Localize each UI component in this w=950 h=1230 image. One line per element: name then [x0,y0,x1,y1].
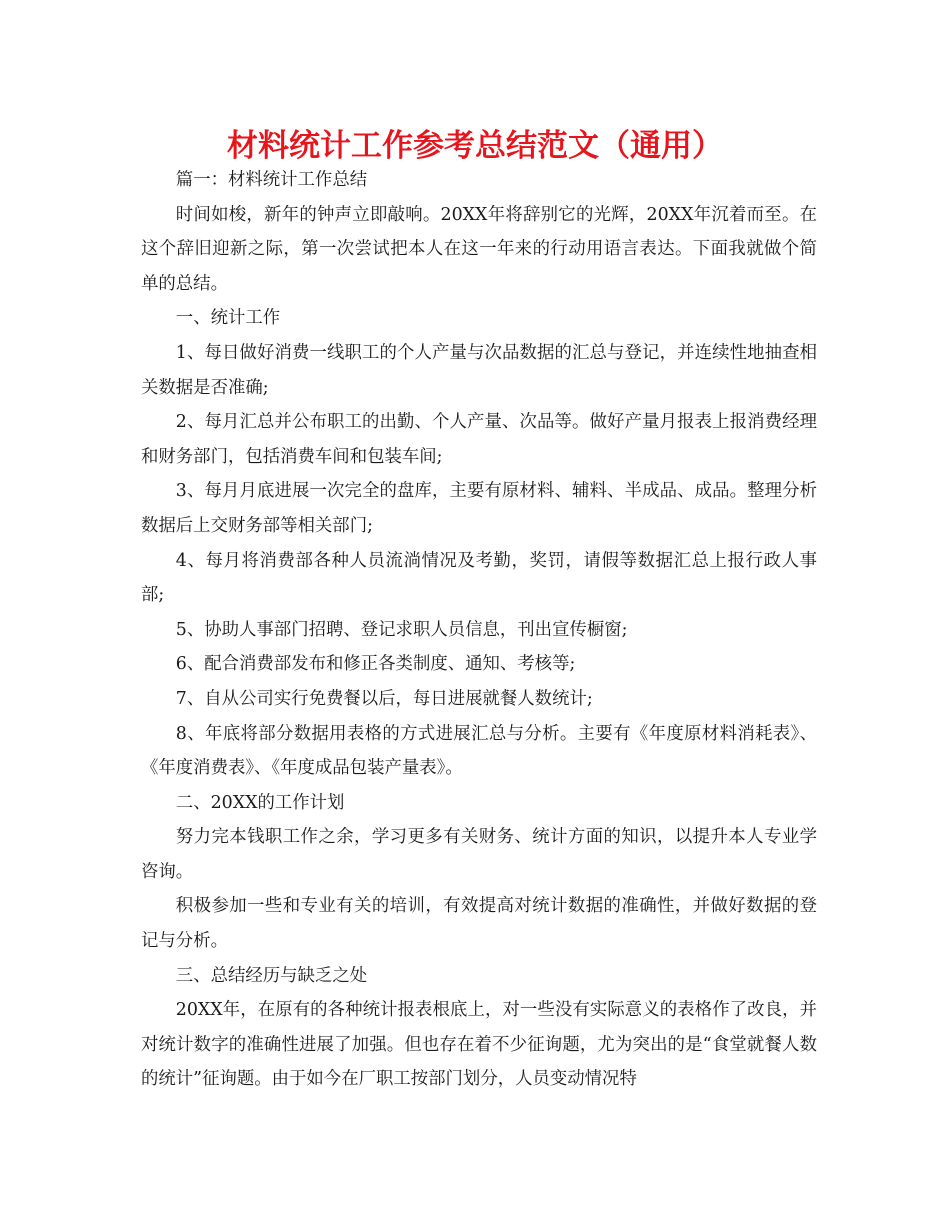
document-body [141,163,817,1097]
summary-paragraph: 20XX年，在原有的各种统计报表根底上，对一些没有实际意义的表格作了改良，并对统计数字的准确性进展了加强。但也存在着不少征询题，尤为突出的是“食堂就餐人数的统计”征询题。由于如今在厂职工按部门划分，人员变动情况特 [141,1000,817,1090]
intro-paragraph: 时间如梭，新年的钟声立即敲响。20XX年将辞别它的光辉，20XX年沉着而至。在这个辞旧迎新之际，第一次尝试把本人在这一年来的行动用语言表达。下面我就做个简单的总结。 [141,204,817,294]
list-item-5: 5、协助人事部门招聘、登记求职人员信息，刊出宣传橱窗; [175,619,628,640]
section-heading-statistics-work: 一、统计工作 [175,308,281,329]
list-item-7: 7、自从公司实行免费餐以后，每日进展就餐人数统计; [175,688,593,709]
list-item-4: 4、每月将消费部各种人员流淌情况及考勤，奖罚，请假等数据汇总上报行政人事部; [141,550,817,606]
list-item-2: 2、每月汇总并公布职工的出勤、个人产量、次品等。做好产量月报表上报消费经理和财务部门，包括消费车间和包装车间; [141,412,817,467]
section-heading-part-one: 篇一：材料统计工作总结 [175,170,368,190]
list-item-6: 6、配合消费部发布和修正各类制度、通知、考核等; [175,654,576,675]
section-heading-summary: 三、总结经历与缺乏之处 [175,965,368,986]
plan-paragraph-1: 努力完本钱职工作之余，学习更多有关财务、统计方面的知识，以提升本人专业学咨询。 [141,827,817,882]
list-item-1: 1、每日做好消费一线职工的个人产量与次品数据的汇总与登记，并连续性地抽查相关数据是否准确; [141,342,817,398]
plan-paragraph-2: 积极参加一些和专业有关的培训，有效提高对统计数据的准确性，并做好数据的登记与分析。 [141,896,817,952]
document-title: 材料统计工作参考总结范文（通用） [227,128,723,164]
list-item-3: 3、每月月底进展一次完全的盘库，主要有原材料、辅料、半成品、成品。整理分析数据后上交财务部等相关部门; [141,481,817,536]
section-heading-work-plan: 二、20XX的工作计划 [175,792,345,813]
list-item-8: 8、年底将部分数据用表格的方式进展汇总与分析。主要有《年度原材料消耗表》、《年度消费表》、《年度成品包装产量表》。 [141,723,817,779]
